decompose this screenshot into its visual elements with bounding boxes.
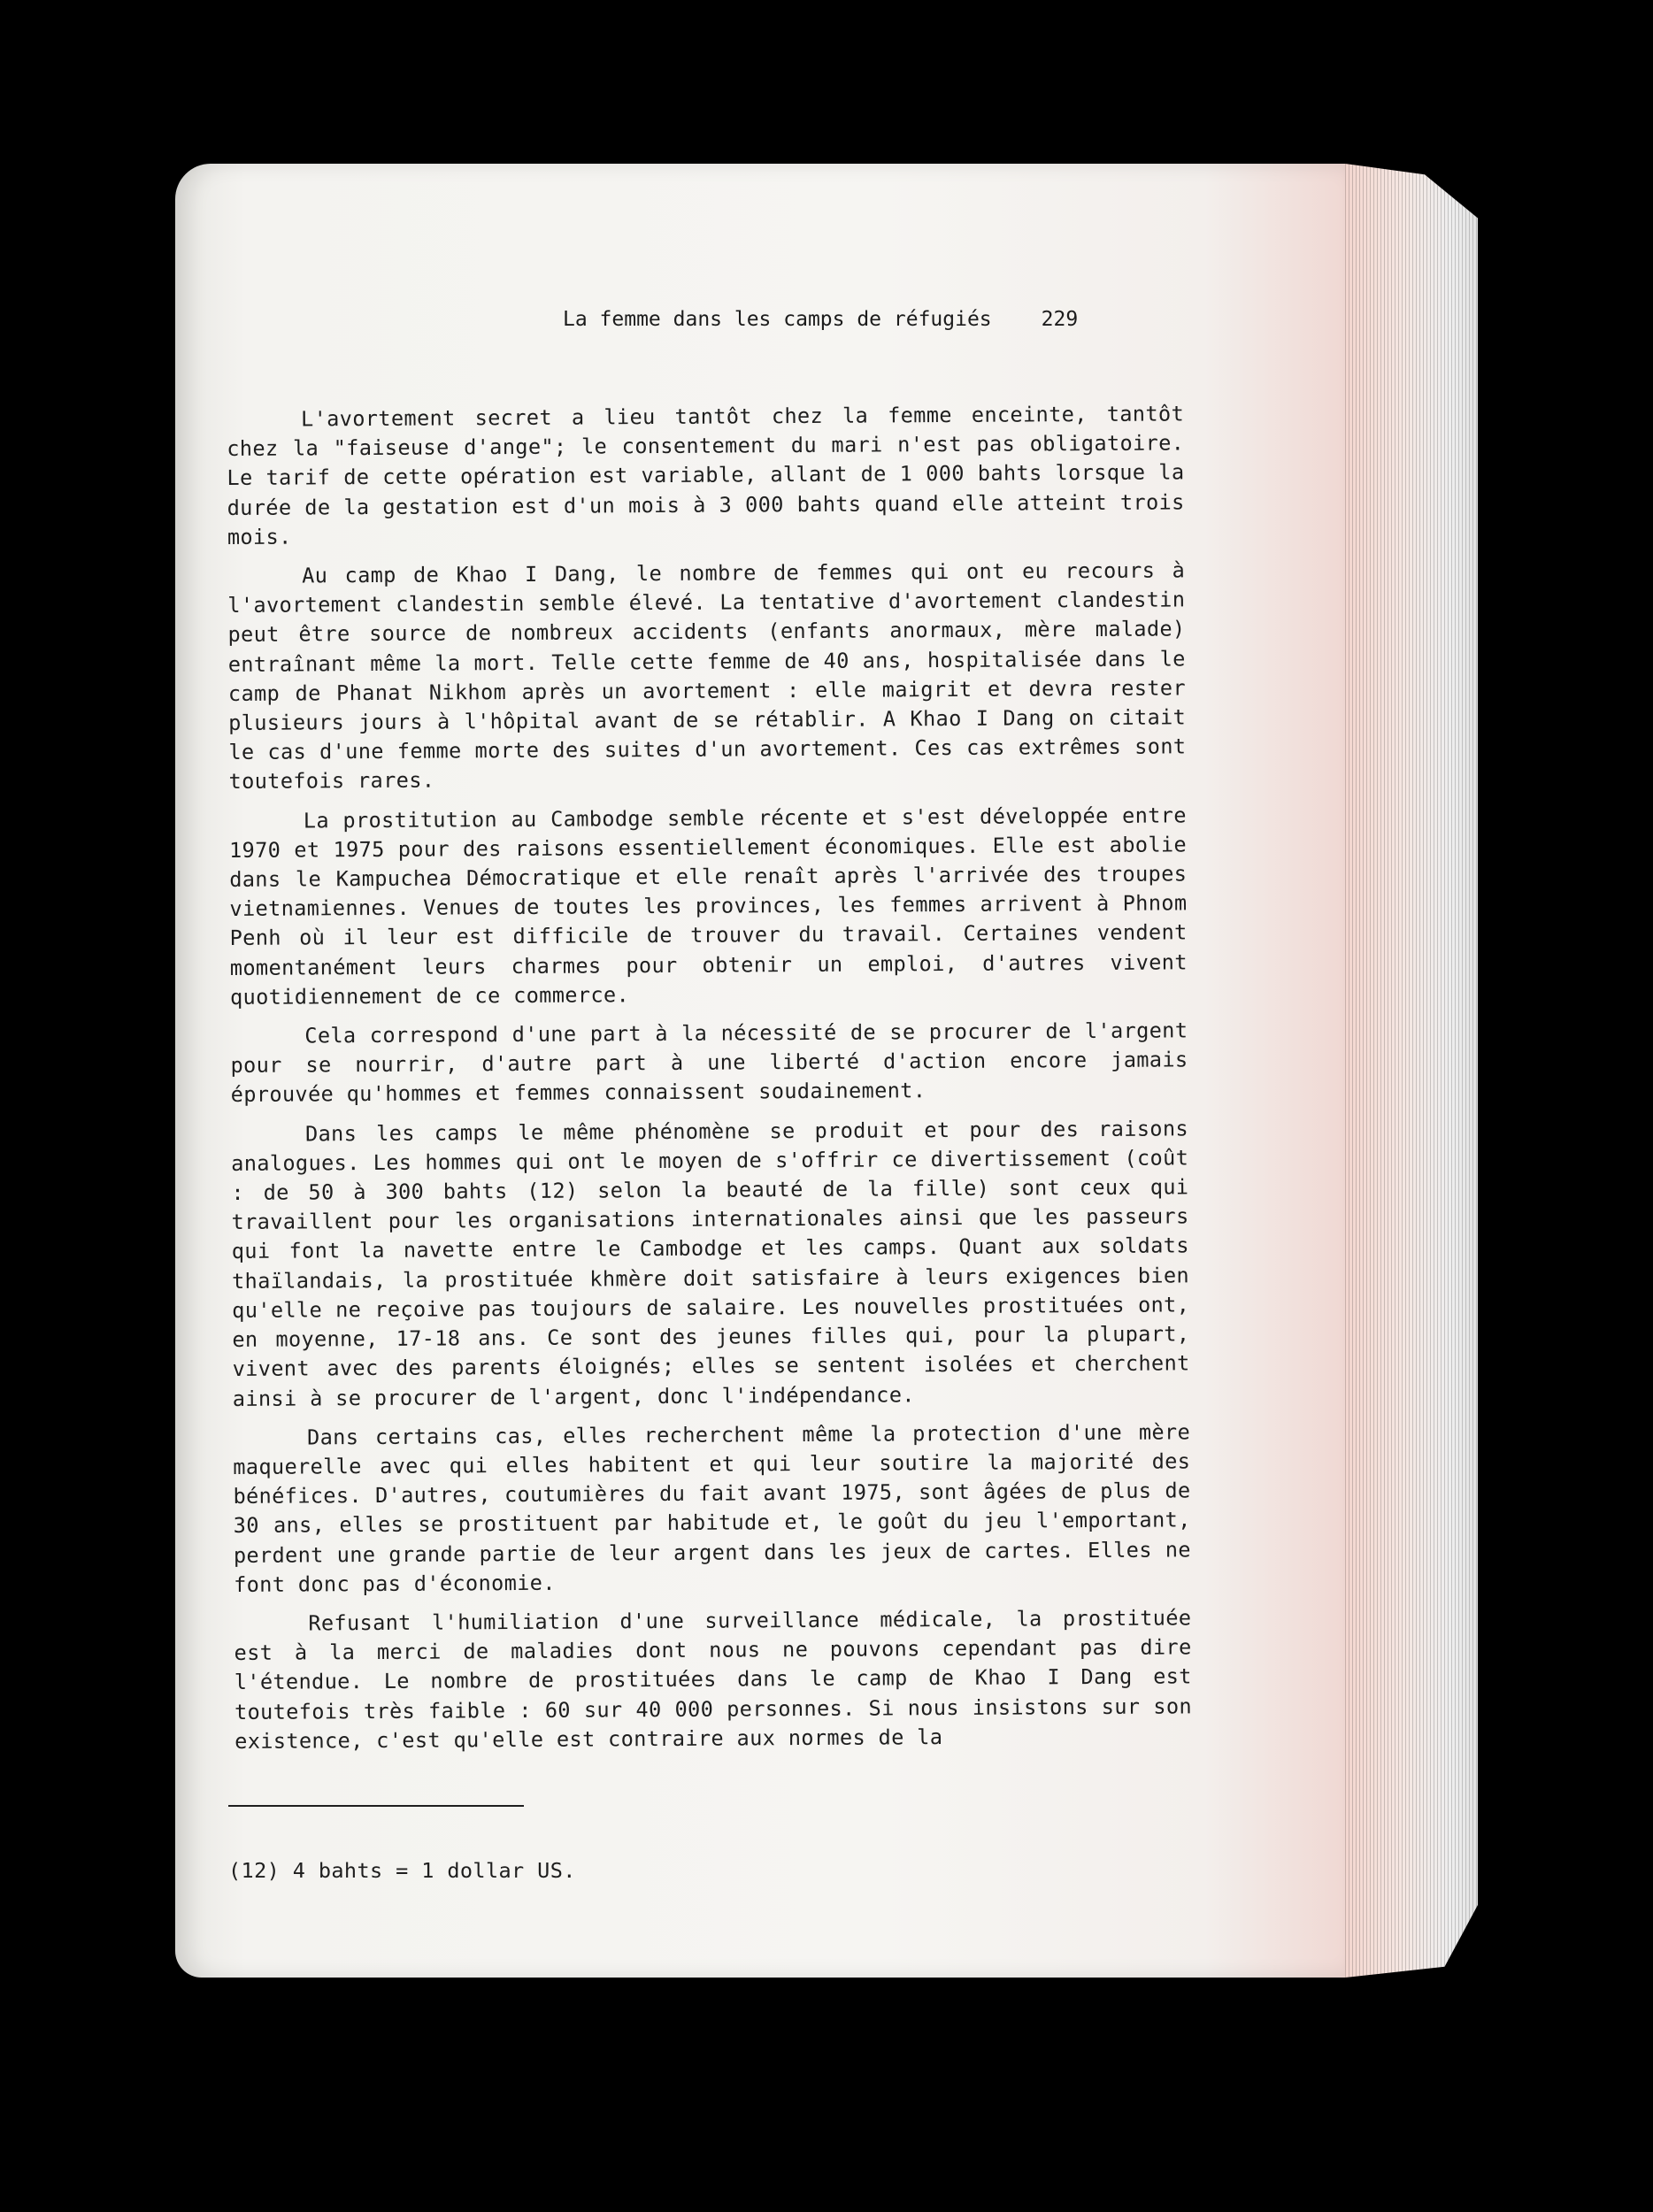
footnote-rule — [228, 1805, 524, 1807]
footnote: (12) 4 bahts = 1 dollar US. — [228, 1858, 576, 1883]
paragraph-1: L'avortement secret a lieu tantôt chez la femme enceinte, tantôt chez la "faiseuse d'ange"; le consentement du mari n'est pas obligatoire. Le tarif de cette opération est variable, allant de 1 000 bahts lorsque la durée de la gestation est d'un mois à 3 000 bahts quand elle atteint trois mois. — [227, 401, 1185, 549]
page-number: 229 — [1041, 308, 1079, 331]
body-text — [227, 399, 1192, 1766]
page-edges — [1345, 164, 1478, 1978]
header-title: La femme dans les camps de réfugiés — [563, 308, 992, 331]
paragraph-3: La prostitution au Cambodge semble récente et s'est développée entre 1970 et 1975 pour des raisons essentiellement économiques. Elle est abolie dans le Kampuchea Démocratique et elle renaît après l'arrivée des troupes vietnamiennes. Venues de toutes les provinces, les femmes arrivent à Phnom Penh où il leur est difficile de trouver du travail. Certaines vendent momentanément leurs charmes pour obtenir un emploi, d'autres vivent quotidiennement de ce commerce. — [228, 803, 1188, 1010]
paragraph-4: Cela correspond d'une part à la nécessité de se procurer de l'argent pour se nourrir, d'autre part à une liberté d'action encore jamais éprouvée qu'hommes et femmes connaissent soudainement. — [230, 1018, 1188, 1108]
paragraph-7: Refusant l'humiliation d'une surveillance médicale, la prostituée est à la merci de maladies dont nous ne pouvons cependant pas dire l'étendue. Le nombre de prostituées dans le camp de Khao I Dang est toutefois très faible : 60 sur 40 000 personnes. Si nous insistons sur son existence, c'est qu'elle est contraire aux normes de la — [234, 1605, 1193, 1754]
running-header — [563, 308, 1078, 331]
paragraph-2: Au camp de Khao I Dang, le nombre de femmes qui ont eu recours à l'avortement clandestin semble élevé. La tentative d'avortement clandestin peut être source de nombreux accidents (enfants anormaux, mère malade) entraînant même la mort. Telle cette femme de 40 ans, hospitalisée dans le camp de Phanat Nikhom après un avortement : elle maigrit et devra rester plusieurs jours à l'hôpital avant de se rétablir. A Khao I Dang on citait le cas d'une femme morte des suites d'un avortement. Ces cas extrêmes sont toutefois rares. — [227, 557, 1187, 795]
paragraph-5: Dans les camps le même phénomène se produit et pour des raisons analogues. Les hommes qui ont le moyen de s'offrir ce divertissement (coût : de 50 à 300 bahts (12) selon la beauté de la fille) sont ceux qui travaillent pour les organisations internationales ainsi que les passeurs qui font la navette entre le Cambodge et les camps. Quant aux soldats thaïlandais, la prostituée khmère doit satisfaire à leurs exigences bien qu'elle ne reçoive pas toujours de salaire. Les nouvelles prostituées ont, en moyenne, 17-18 ans. Ce sont des jeunes filles qui, pour la plupart, vivent avec des parents éloignés; elles se sentent isolées et cherchent ainsi à se procurer de l'argent, donc l'indépendance. — [231, 1116, 1190, 1411]
paragraph-6: Dans certains cas, elles recherchent même la protection d'une mère maquerelle avec qui elles habitent et qui leur soutire la majorité des bénéfices. D'autres, coutumières du fait avant 1975, sont âgées de plus de 30 ans, elles se prostituent par habitude et, le goût du jeu l'emportant, perdent une grande partie de leur argent dans les jeux de cartes. Elles ne font donc pas d'économie. — [233, 1419, 1192, 1597]
